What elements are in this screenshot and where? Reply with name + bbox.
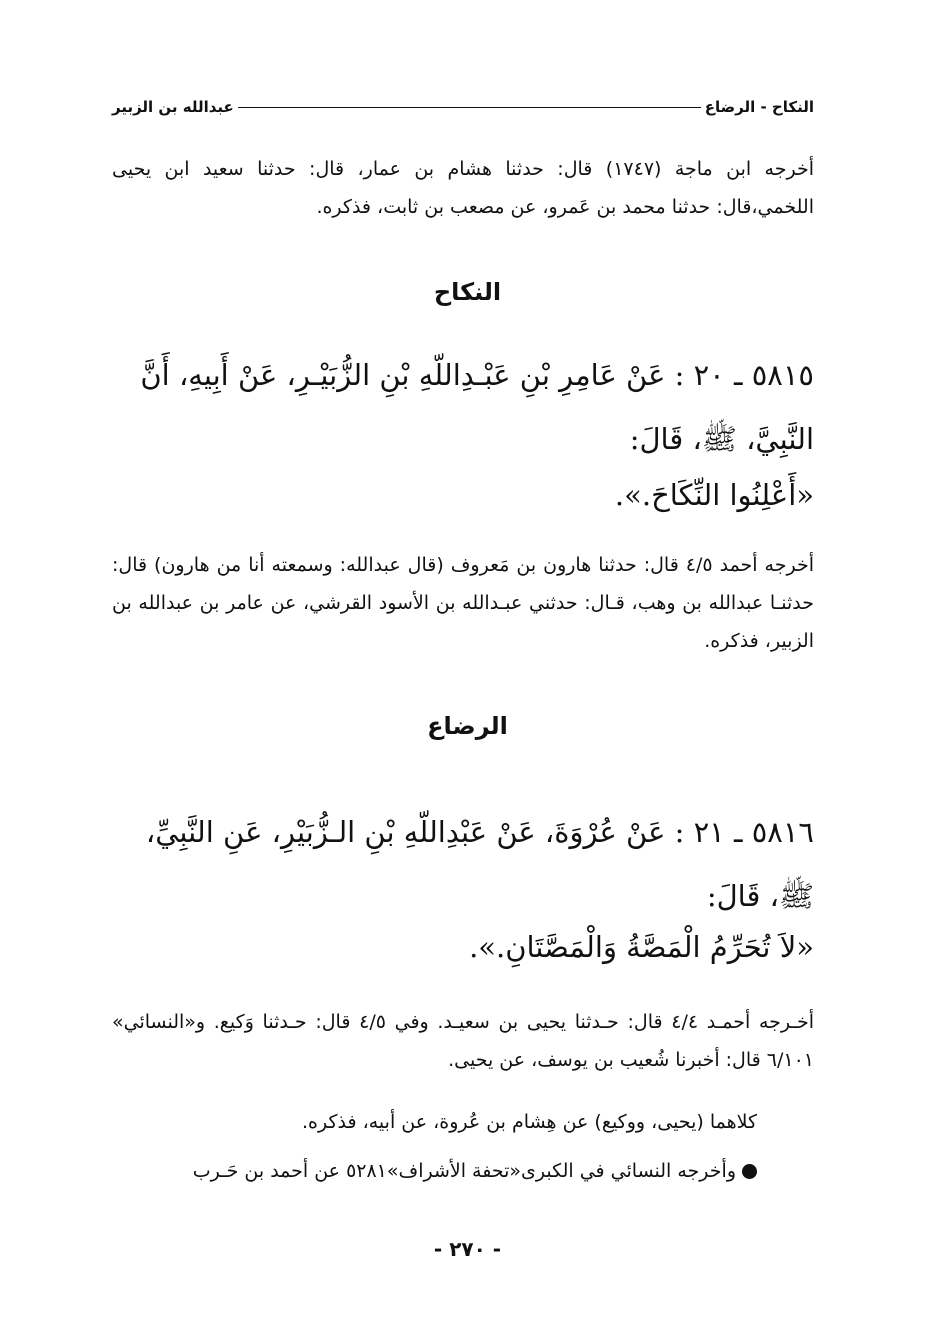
section-title-rada: الرضاع <box>427 712 508 740</box>
takhrij-5815: أخرجه أحمد ٤/٥ قال: حدثنا هارون بن مَعروف (قال عبدالله: وسمعته أنا من هارون) قال: حدثنـا عبدالله بن وهب، قـال: حدثني عبـدالله بن الأسود القرشي، عن عامر بن عبدالله بن الزبير، فذكره. <box>112 554 814 652</box>
takhrij-5816-part1: أخـرجه أحمـد ٤/٤ قال: حـدثنا يحيى بن سعيـد. وفي ٤/٥ قال: حـدثنا وَكيع. و«النسائي» ٦/١٠١ قال: أخبرنا شُعيب بن يوسف، عن يحيى. <box>112 1011 814 1071</box>
intro-takhrij: أخرجه ابن ماجة (١٧٤٧) قال: حدثنا هشام بن عمار، قال: حدثنا سعيد ابن يحيى اللخمي،قال: حدثنا محمد بن عَمرو، عن مصعب بن ثابت، فذكره. <box>112 158 814 218</box>
running-header <box>112 92 814 122</box>
takhrij-5816-part3-text: وأخرجه النسائي في الكبرى«تحفة الأشراف»٥٢٨١ عن أحمد بن حَـرب <box>192 1160 736 1182</box>
section-title-nikah: النكاح <box>433 278 502 306</box>
hadith-5816-isnad: ٥٨١٦ ـ ٢١ : عَنْ عُرْوَةَ، عَنْ عَبْدِاللّهِ بْنِ الـزُّبَيْرِ، عَنِ النَّبِيِّ، ﷺ، قَالَ: <box>145 815 814 913</box>
header-rule <box>238 107 701 108</box>
bullet-icon <box>742 1164 757 1179</box>
page-number: - ٢٧٠ - <box>433 1237 502 1261</box>
hadith-5815-isnad: ٥٨١٥ ـ ٢٠ : عَنْ عَامِرِ بْنِ عَبْـدِاللّهِ بْنِ الزُّبَيْـرِ، عَنْ أَبِيهِ، أَنَّ النَّبِيَّ، ﷺ، قَالَ: <box>140 358 814 456</box>
header-section-title: النكاح - الرضاع <box>704 98 814 116</box>
hadith-5816-matn: «لاَ تُحَرِّمُ الْمَصَّةُ وَالْمَصَّتَانِ.». <box>469 930 814 964</box>
hadith-5815-matn: «أَعْلِنُوا النِّكَاحَ.». <box>614 478 814 512</box>
takhrij-5816-part2: كلاهما (يحيى، ووكيع) عن هِشام بن عُروة، عن أبيه، فذكره. <box>301 1111 757 1133</box>
header-narrator: عبدالله بن الزبير <box>112 98 234 116</box>
takhrij-5816-part3 <box>112 1152 757 1190</box>
